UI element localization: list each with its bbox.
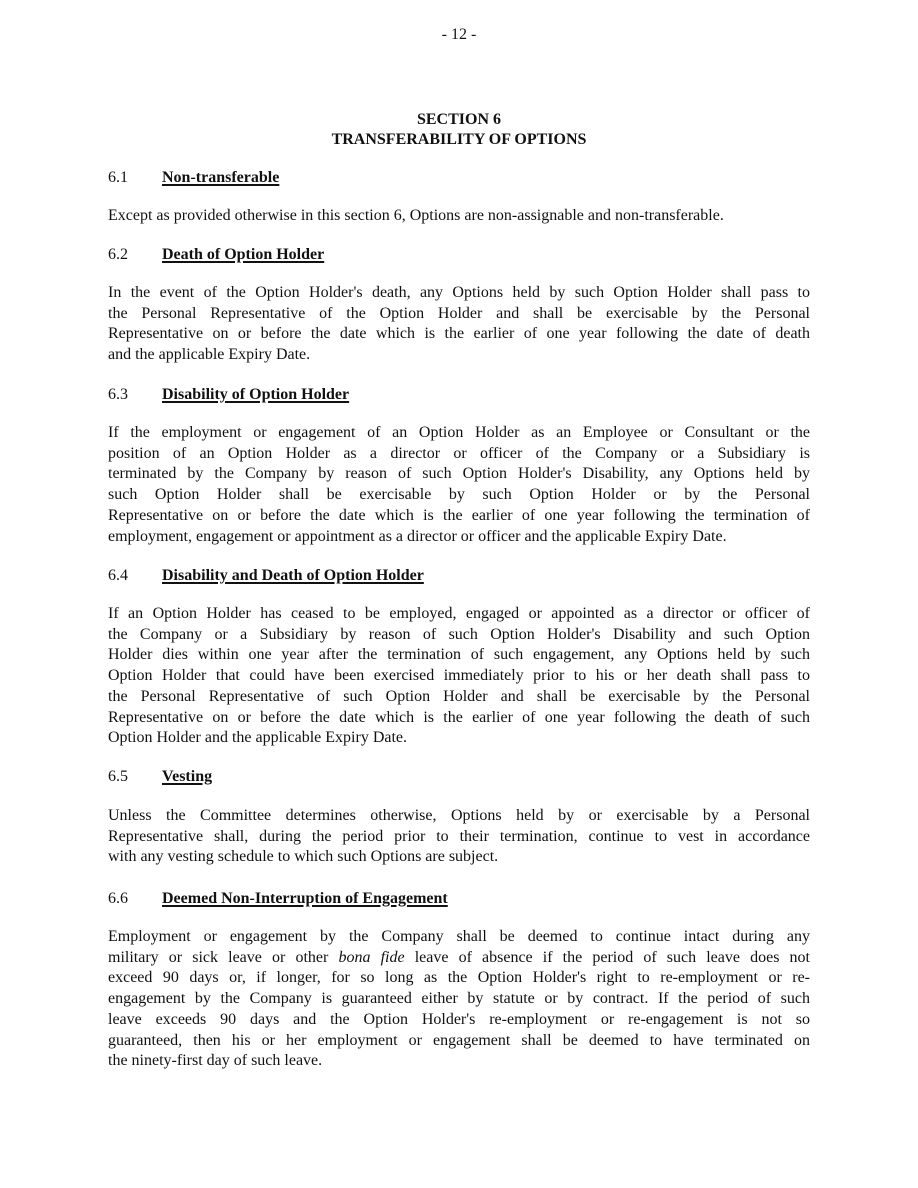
page-number: - 12 - (441, 26, 477, 43)
body-line: the Personal Representative of the Option Holder and shall be exercisable by the Personal (108, 304, 810, 322)
body-line: such Option Holder shall be exercisable by such Option Holder or by the Personal (108, 486, 810, 504)
clause-title: Disability and Death of Option Holder (162, 567, 424, 584)
body-line: with any vesting schedule to which such Options are subject. (108, 848, 499, 866)
section-heading (0, 110, 918, 150)
clause-number: 6.5 (108, 768, 128, 785)
body-line: Representative on or before the date which is the earlier of one year following the termination of (108, 506, 810, 524)
clause-heading-6-1 (108, 168, 818, 188)
body-line: leave exceeds 90 days and the Option Holder's re-employment or re-engagement is not so (108, 1010, 810, 1028)
clause-body-6-2 (108, 283, 810, 366)
body-line: the Company or a Subsidiary by reason of such Option Holder's Disability and such Option (108, 625, 810, 643)
body-line: guaranteed, then his or her employment or engagement shall be deemed to have terminated on (108, 1031, 810, 1049)
clause-body-6-6 (108, 927, 810, 1072)
clause-body-6-5 (108, 806, 810, 868)
clause-number: 6.6 (108, 890, 128, 907)
clause-title: Disability of Option Holder (162, 386, 350, 403)
clause-title: Vesting (162, 768, 213, 785)
clause-body-6-4 (108, 604, 810, 749)
body-line: In the event of the Option Holder's death, any Options held by such Option Holder shall pass to (108, 284, 810, 301)
body-line: Holder dies within one year after the termination of such engagement, any Options held by such (108, 646, 810, 664)
body-line: If the employment or engagement of an Option Holder as an Employee or Consultant or the (108, 424, 810, 441)
body-text: military or sick leave or other (108, 948, 339, 966)
clause-heading-6-3 (108, 385, 818, 405)
body-line: the ninety-first day of such leave. (108, 1052, 323, 1070)
body-line: the Personal Representative of such Option Holder and shall be exercisable by the Personal (108, 687, 810, 705)
clause-number: 6.2 (108, 246, 128, 263)
clause-heading-6-6 (108, 889, 818, 909)
body-line: Option Holder and the applicable Expiry Date. (108, 729, 408, 747)
section-title: TRANSFERABILITY OF OPTIONS (331, 131, 587, 148)
body-line: position of an Option Holder as a director or officer of the Company or a Subsidiary is (108, 444, 810, 462)
body-line: Representative on or before the date which is the earlier of one year following the date of death (108, 325, 810, 343)
clause-heading-6-2 (108, 245, 818, 265)
section-label: SECTION 6 (416, 111, 502, 128)
clause-number: 6.4 (108, 567, 128, 584)
body-line: terminated by the Company by reason of such Option Holder's Disability, any Options held by (108, 465, 810, 483)
clause-number: 6.1 (108, 169, 128, 186)
body-line: Option Holder that could have been exercised immediately prior to his or her death shall pass to (108, 667, 810, 685)
italic-term: bona fide (338, 948, 405, 966)
body-line: and the applicable Expiry Date. (108, 346, 311, 364)
body-line: exceed 90 days or, if longer, for so long as the Option Holder's right to re-employment or re- (108, 969, 810, 987)
clause-body-6-3 (108, 423, 810, 547)
body-line: engagement by the Company is guaranteed either by statute or by contract. If the period of such (108, 990, 810, 1008)
body-line: Representative on or before the date which is the earlier of one year following the death of such (108, 708, 810, 726)
body-text: leave of absence if the period of such leave does not (404, 948, 811, 966)
body-line: Representative shall, during the period prior to their termination, continue to vest in accordance (108, 827, 810, 845)
clause-heading-6-4 (108, 566, 818, 586)
body-line: Except as provided otherwise in this section 6, Options are non-assignable and non-transferable. (108, 207, 724, 224)
clause-title: Non-transferable (162, 169, 280, 186)
body-line-with-italic (108, 948, 810, 969)
body-line: employment, engagement or appointment as a director or officer and the applicable Expiry Date. (108, 527, 727, 545)
clause-title: Deemed Non-Interruption of Engagement (162, 890, 448, 907)
clause-heading-6-5 (108, 767, 818, 787)
body-line: If an Option Holder has ceased to be employed, engaged or appointed as a director or officer of (108, 605, 810, 622)
clause-title: Death of Option Holder (162, 246, 325, 263)
clause-body-6-1 (108, 206, 810, 227)
body-line: Employment or engagement by the Company shall be deemed to continue intact during any (108, 928, 810, 945)
clause-number: 6.3 (108, 386, 128, 403)
body-line: Unless the Committee determines otherwise, Options held by or exercisable by a Personal (108, 807, 810, 824)
